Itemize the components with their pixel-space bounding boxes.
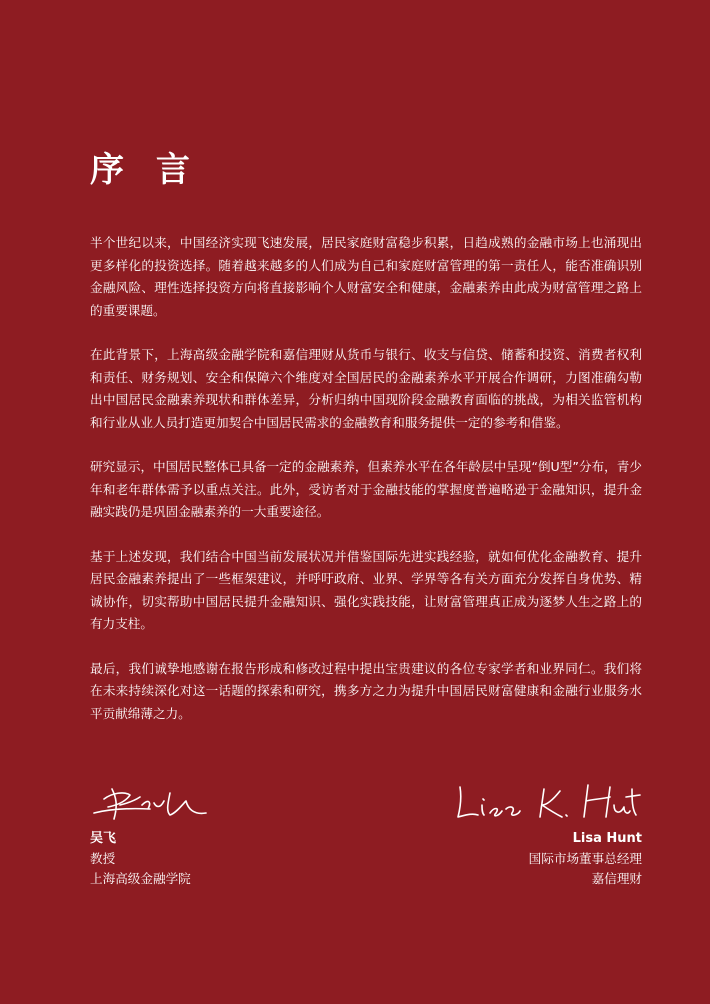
handwritten-signature-left <box>90 775 210 825</box>
handwritten-signature-right <box>452 775 642 825</box>
signatory-left-name: 吴飞 <box>90 831 117 846</box>
preface-body <box>90 232 642 747</box>
signatory-left-org: 上海高级金融学院 <box>90 871 191 886</box>
paragraph-1: 半个世纪以来，中国经济实现飞速发展，居民家庭财富稳步积累，日趋成熟的金融市场上也涌现出更多样化的投资选择。随着越来越多的人们成为自己和家庭财富管理的第一责任人，能否准确识别金融风险、理性选择投资方向将直接影响个人财富安全和健康，金融素养由此成为财富管理之路上的重要课题。 <box>90 235 642 318</box>
paragraph-3: 研究显示，中国居民整体已具备一定的金融素养，但素养水平在各年龄层中呈现“倒U型”分布，青少年和老年群体需予以重点关注。此外，受访者对于金融技能的掌握度普遍略逊于金融知识，提升金融实践仍是巩固金融素养的一大重要途径。 <box>90 459 642 519</box>
paragraph-4: 基于上述发现，我们结合中国当前发展状况并借鉴国际先进实践经验，就如何优化金融教育、提升居民金融素养提出了一些框架建议，并呼吁政府、业界、学界等各有关方面充分发挥自身优势、精诚协作，切实帮助中国居民提升金融知识、强化实践技能，让财富管理真正成为逐梦人生之路上的有力支柱。 <box>90 548 642 631</box>
signatory-right-title: 国际市场董事总经理 <box>528 851 642 866</box>
paragraph-2: 在此背景下，上海高级金融学院和嘉信理财从货币与银行、收支与信贷、储蓄和投资、消费者权利和责任、财务规划、安全和保障六个维度对全国居民的金融素养水平开展合作调研，力图准确勾勒出中国居民金融素养现状和群体差异，分析归纳中国现阶段金融教育面临的挑战，为相关监管机构和行业从业人员打造更加契合中国居民需求的金融教育和服务提供一定的参考和借鉴。 <box>90 347 642 430</box>
signatory-right-org: 嘉信理财 <box>591 871 642 886</box>
paragraph-5: 最后，我们诚挚地感谢在报告形成和修改过程中提出宝贵建议的各位专家学者和业界同仁。我们将在未来持续深化对这一话题的探索和研究，携多方之力为提升中国居民财富健康和金融行业服务水平贡献绵薄之力。 <box>90 660 642 721</box>
page-title: 序 言 <box>90 150 200 190</box>
signatory-right-name: Lisa Hunt <box>572 831 642 846</box>
signatory-right <box>382 775 642 889</box>
signatory-left-title: 教授 <box>90 851 116 866</box>
signatory-left <box>90 775 310 889</box>
